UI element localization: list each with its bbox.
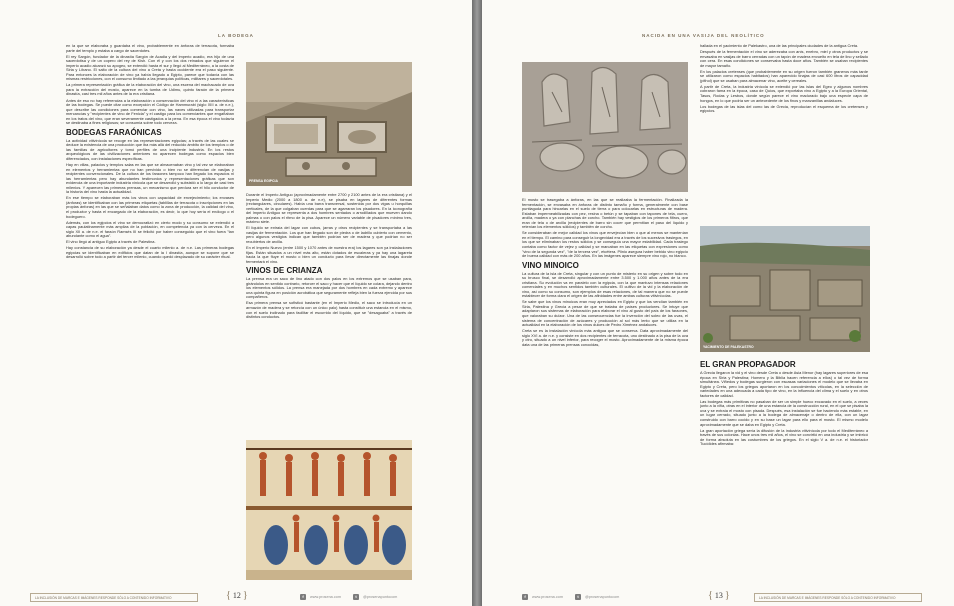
facebook-link[interactable]: www.prosena.com (310, 595, 342, 599)
photo-caption: PRENSA EGIPCIA (249, 179, 278, 183)
page-number-right: { 13 } (708, 590, 730, 601)
paragraph: El rey Sargón, fundador de la dinastía Sargón de Acadia y del imperio acadio, era hijo de una sacerdotisa y de un copero del rey de Kish. Con él y con los dos reinados que siguieron el imperio acadio alcanzó su apogeo, se extendió hasta el sur y llegó al Mediterráneo, a la costa de Siria y Líbano. El salto de la cultura del vino a Creta y hasta occidente era el paso siguiente. Para entonces la elaboración de vino ya había llegado a Egipto, parece que todavía con las mismas restricciones, con el consumo limitado a las jerarquías políticas, militares y sacerdotales. (66, 53, 234, 82)
paragraph: El mosto se trasegaba a ánforas, en las que se realizaba la fermentación. Finalizada la fermentación, se envasaba en ánforas de distinto tamaño y forma, generalmente con base puntiaguda para hincarlas en el suelo de tierra o para colocarlas en estructuras de madera. Estaban impermeabilizadas con pez, resina o betún y se tapaban con tapones de tela, cuero, arcilla, madera o ya con planchas de corcho. También hay vestigios de los primeros filtros, que eran de tela o de arcilla (recipientes de barro sin cocer que permitían el paso del líquido y retenían los elementos sólidos) y también de corcho. (522, 198, 688, 230)
social-links-left (300, 594, 397, 600)
right-page (482, 0, 954, 606)
paragraph: El líquido se extraía del lagar con cubos, jarras y otros recipientes y se transportaba a las vasijas de fermentación. Los que han llegado son de piedra o de ladrillo cubierto con cemento, pero algunos vestigios indican que también podrían ser de madera y que podrían no ser recubiertos de arcilla. (246, 225, 412, 244)
paragraph: hallada en el yacimiento de Palekastro, una de las principales ciudades de la antigua Creta. (700, 44, 859, 48)
section-title: VINOS DE CRIANZA (246, 266, 323, 276)
disclaimer-box: LA INCLUSIÓN DE MARCAS E IMÁGENES RESPONDE SÓLO A CONTENIDO INFORMATIVO (30, 593, 198, 602)
paragraph: En los palacios cretenses (que probablemente en su origen fueron también graneros más tarde se utilizaron como espacios habitados) han aparecido tinajas de casi 600 litros de capacidad (pithoi) que se usaban para almacenar vino, aceite y cereales. (700, 68, 868, 83)
twitter-icon[interactable]: t (575, 594, 581, 600)
minoan-relief-photo (522, 62, 688, 192)
paragraph: Las bodegas más primitivas no pasaban de ser un simple hueco excavado en el suelo, a veces junto a la viña, otras en el interior de una estancia de la construcción rural, en el que se pisaba la uva y se extraía el mosto con pisada. Después, esa instalación se fue haciendo más estable, en un lugar cerrado, situado junto a la bodega de almacenaje o dentro de ella, con un lagar construido con barro cocido y en su base un lagar para ello para el mosto. El mismo modelo aproximadamente que se daba en Egipto y Creta. (700, 398, 868, 427)
paragraph: En ese tiempo se elaboraban más los vinos con capacidad de envejecimiento; los envases (ánforas) se identificaban con las primeras etiquetas (tablillas de terracota o inscripciones en las propias ánforas) en las que se señalaban datos como la zona de producción, la calidad del vino, el productor y hasta el encargado de la elaboración, es decir, lo que hoy sería el enólogo o el bodeguero. (66, 195, 234, 219)
paragraph: Además, con los egipcios el vino se democratizó en cierto modo y su consumo se extendió a capas paulatinamente más amplias de la población, en competencia ya con la cerveza. En el siglo XII a. de n.e. el faraón Ramsés III se felicitó por haber conseguido que el vino fuera "tan abundante como el agua". (66, 219, 234, 239)
right-column-1 (522, 198, 688, 586)
egyptian-mural-photo (246, 440, 412, 580)
social-links-right (522, 594, 619, 600)
excavation-illustration (246, 62, 412, 186)
paragraph: Durante el Imperio Antiguo (aproximadamente entre 2700 y 2100 antes de la era cristiana) y el Imperio Medio (2000 a 1800 a. de n.e), se pisaba en lagares de diferentes formas (rectangulares, circulares). Había una barra transversal, sostenida por dos vigas u horquillas verticales, de la que colgaban cuerdas para que se agarraran los pisadores. En la iconografía del Imperio Antiguo se representa a dos hombres sentados o arrodillados que mueven dando palmas o con palos el ritmo de la pisa. Aparece un número variable de pisadores mínimo tres, máximo siete. (246, 193, 412, 225)
left-page (0, 0, 472, 606)
paragraph: Esa primera prensa se sofisticó bastante (en el Imperio Medio, el saco se introducía en un armazón de madera y se retorcía con un único palo) hasta constituir una estancia en el mismo, con el suelo inclinado para facilitar el escurrido del líquido, que se "desaguaba" a través de distintos conductos. (246, 300, 412, 320)
paragraph: Los bodegas de las islas del como las de Grecia, reproducían el esquema de los cretenses y egipcios. (700, 103, 868, 114)
twitter-link[interactable]: @prosenapuntocom (363, 595, 398, 599)
page-number-value: 13 (714, 591, 723, 600)
right-column-2-top (700, 44, 868, 222)
right-column-2-bottom (700, 358, 868, 586)
archaeological-site-illustration (700, 226, 870, 352)
paragraph: En el Imperio Nuevo (entre 1500 y 1070 antes de nuestra era) los lagares son ya instalaciones fijas. Están situados a un nivel más alto, están dotados de escaleras y ya hay una lagareta hacia la que fluye el mosto o bien un conducto para llevar directamente las tinajas donde fermentará el vino. (246, 245, 412, 264)
paragraph: Se sabe que los vinos minoicos eran muy apreciados en Egipto y que los vendían también en Siria, Palestina y Grecia a pesar de que se trataba de países productores. Se intuye que adaptaron sus sistemas de elaboración para elaborar el vino al gusto del país de los faraones, que valoraban su dulzor. Una de las consecuencias fue la invención del soleo de las uvas, el sistema de concentración de azúcares y producción al sol más lento que se utiliza en la actualidad en la elaboración de los vinos dulces de Pedro Ximénez andaluces. (522, 299, 688, 328)
paragraph: La primera representación gráfica de la elaboración del vino, una escena del machacado de uva para la extracción del mosto, aparece en la tumba de Udimu, quinto faraón de la primera dinastía, casi tres mil años antes de la era cristiana. (66, 82, 234, 97)
photo-caption: YACIMIENTO DE PALEKASTRO (703, 345, 754, 349)
facebook-icon[interactable]: f (522, 594, 528, 600)
paragraph: Creta se es la instalación vinícola más antigua que se conserva. Data aproximadamente del siglo XVI a. de n.e. y consiste en dos recipientes de terracota, uno destinado a la pisa de la uva y otro, situado a un nivel inferior, para recoger el mosto. Aproximadamente de la misma época data una de las primeras prensas conocidas, (522, 328, 688, 347)
palekastro-site-photo (700, 226, 870, 352)
facebook-icon[interactable]: f (300, 594, 306, 600)
page-number-left: { 12 } (226, 590, 248, 601)
paragraph: La prensa era un saco de lino atado con dos palos en los extremos que se usaban para, girándolos en sentido contrario, retorcer el saco y hacer que el líquido se colara, dejando dentro los elementos sólidos. La prensa era manejada por dos hombres en cada extremo y aparece una quinta figura en posición acrobática que seguramente refleja bien la fuerza ejercida por sus compañeros. (246, 276, 412, 300)
disclaimer-box: LA INCLUSIÓN DE MARCAS E IMÁGENES RESPONDE SÓLO A CONTENIDO INFORMATIVO (754, 593, 922, 602)
paragraph: La cultura de la isla de Creta, singular y con un punto de misterio en su origen y sobre todo en su brusco final, se desarrolló aproximadamente entre 3.500 y 1.000 años antes de la era cristiana. Su evolución va en paralelo con la egipcia, con la que mantuvo intensas relaciones comerciales y en muchos sentidos también culturales. El cultivo de la vid y la elaboración de vino, así como su consumo, son ejemplos de esas relaciones, de tal manera que no se puede establecer de forma clara el origen de las afinidades entre ambas culturas vitivinícolas. (522, 270, 688, 299)
paragraph: La actividad vitivinícola se recoge en las representaciones egipcias; a través de las cuales se deduce la existencia de una producción que iba más allá del reducido ámbito de los templos o de las familias de agricultores y tomó perfiles de una incipiente industria. En los restos arqueológicos de las civilizaciones anteriores no aparecen bodegas como espacios bien diferenciados, con instalaciones específicas. (66, 137, 234, 161)
section-title: VINO MINOICO (522, 260, 579, 270)
page-gutter (472, 0, 482, 606)
paragraph: El vino llegó al antiguo Egipto a través de Palestina. (66, 239, 156, 245)
stone-relief-illustration (522, 62, 688, 192)
twitter-link[interactable]: @prosenapuntocom (585, 595, 620, 599)
running-head-right: NACIDA EN UNA VASIJA DEL NEOLÍTICO (642, 33, 765, 38)
paragraph: A partir de Creta, la industria vinícola se extendió por las islas del Egeo y algunos nombres cobraron fama en la época, caso de Quíos, que exportaba vino a Egipto y a la Europa Oriental, Tasos, Rodas y Lesbos, donde según parece el vino madurado bajo una especie capa de hongos, en lo que podría ser un antecedente de los finos y manzanillas andaluces. (700, 83, 868, 103)
facebook-link[interactable]: www.prosena.com (532, 595, 564, 599)
wine-pressing-mural-illustration (246, 440, 412, 580)
section-title: BODEGAS FARAÓNICAS (66, 127, 162, 137)
paragraph: Antes de eso no hay referencias a la elaboración o conservación del vino ni a las características de las bodegas. Se puede citar como excepción el Código de Hammurabi (siglo XIII a. de n.e.), que describe las condiciones para comerciar con vino, las naves utilizadas para transportar mercancías y "recipientes de vino de Fenicia" y el castigo para los comerciantes que engañaban en los tratos del vino, que eran severamente castigados a la pena. En esa época el vino todavía se destinaba a fines religiosos; se consumía sobre todo cerveza. (66, 97, 234, 126)
paragraph: Hay constancia de su elaboración ya desde el cuarto milenio a. de n.e. Las primeras bodegas egipcias se identificaban en edificios que datan de la I dinastía, aunque se supone que se desarrolló sobre todo a partir del tercer milenio, cuando quedó desplazado de su carácter ritual. (66, 245, 234, 260)
egyptian-press-photo (246, 62, 412, 186)
left-column-2 (246, 193, 412, 433)
paragraph: Se consideraban de mejor calidad los vinos que envejecían bien o que al menos se mantenían en el tiempo. El camino para conseguir la longevidad era a través de los sucesivos trasiegos, en los que se eliminaban los restos sólidos y se conseguía una mayor estabilidad. Cada trasiego contaba como factor de vejez y calidad y se marcaban en las etiquetas con expresiones como "vino de la segunda vez", "de la tercera vez", etcétera. Plinio asegura haber bebido vino egipcio de buena calidad con más de 200 años. En las imágenes aparece siempre vino rojo, no blanco. (522, 230, 688, 259)
running-head-left: LA BODEGA (218, 33, 254, 38)
paragraph: Hay en villas, palacios y templos salas en las que se almacenaban vino y tal vez se elaboraban en elementos y herramientas que no han pervivido o bien no se diferencian de vasijas y recipientes convencionales. De la cultura de los faraones tampoco han llegado los espacios ni las herramientas pero hay abundantes testimonios y representaciones gráficas que son evidencia de una importante industria vinícola que se desarrolló y subsistió a lo largo de casi tres milenios. Y aparecen las primeras prensas, un mecanismo que perdura ser el hilo conductor de la historia del vino hasta la actualidad. (66, 162, 234, 195)
paragraph: A Grecia llegaron la vid y el vino desde Creta o desde Asia Menor (hay lagares superiores de esa época en Siria y Palestina; Homero y la Biblia hacen referencia a ellos) o tal vez de forma simultánea. Viñedos y bodegas surgieron con escasas variaciones el modelo que se llevaba en Egipto y Creta, pero los griegos aportaron en los conocimientos vitícolas, en la selección de variedades en una adecuada a cada tipo de vino, en la influencia del clima y el suelo y en otros factores de calidad. (700, 370, 868, 398)
twitter-icon[interactable]: t (353, 594, 359, 600)
left-column-1 (66, 44, 234, 586)
section-title: EL GRAN PROPAGADOR (700, 360, 796, 369)
paragraph: La gran aportación griega sería la difusión de la industria vitivinícola por todo el Mediterráneo a través de sus colonias. Hace unos tres mil años, el vino se convirtió en una industria y se imbricó de forma absoluta en las costumbres de los griegos. En el siglo V a. de n.e. el historiador Tucídides afirmaba: (700, 427, 868, 447)
paragraph: en la que se elaboraba y guardaba el vino, probablemente en ánforas de terracota, formaba parte del templo y estaba a cargo de sacerdotes. (66, 44, 234, 53)
page-number-value: 12 (232, 591, 241, 600)
paragraph: Después de la fermentación el vino se aderezaba con anís, enebro, miel y otros productos y se envasaba en vasijas de barro cerradas con un tapón de madera envuelto en tela de lino y sellado con cera. En esas condiciones se conservaba hasta doce años. También se usaban recipientes de mayor tamaño. (700, 49, 868, 68)
